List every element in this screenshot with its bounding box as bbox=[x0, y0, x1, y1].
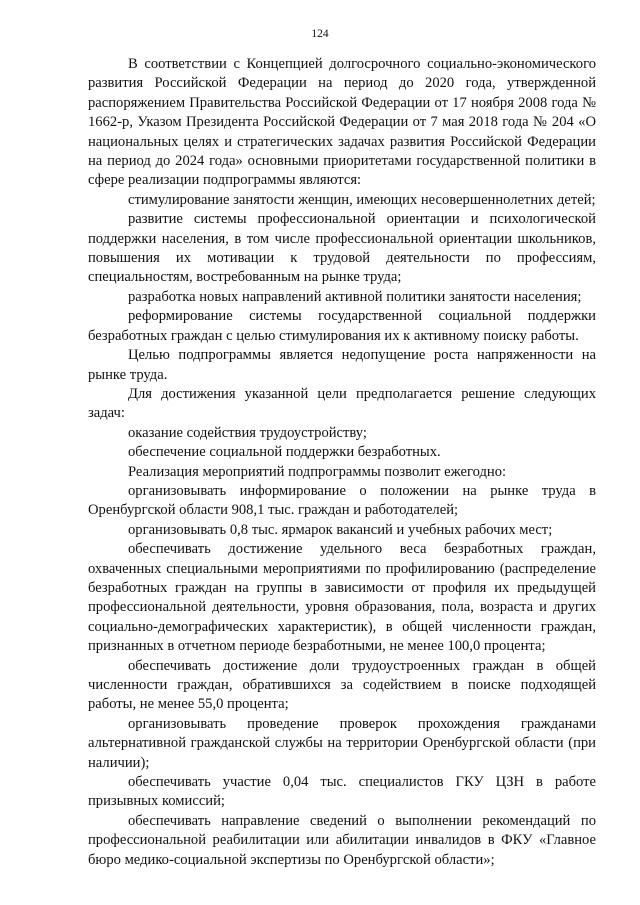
paragraph-result-2: организовывать 0,8 тыс. ярмарок вакансий и учебных рабочих мест; bbox=[128, 521, 553, 538]
paragraph-priority-3: разработка новых направлений активной политики занятости населения; bbox=[128, 288, 582, 305]
paragraph-result-4: обеспечивать достижение доли трудоустроенных граждан в общей численности граждан, обратившихся за содействием в поиске подходящей работы, не менее 55,0 процента; bbox=[88, 657, 596, 713]
paragraph-result-6: обеспечивать участие 0,04 тыс. специалистов ГКУ ЦЗН в работе призывных комиссий; bbox=[88, 774, 596, 810]
paragraph-result-1: организовывать информирование о положении на рынке труда в Оренбургской области 908,1 тыс. граждан и работодателей; bbox=[88, 482, 596, 519]
paragraph-result-3: обеспечивать достижение удельного веса безработных граждан, охваченных специальными мероприятиями по профилированию (распределение безработных граждан на группы в зависимости от профиля их предыдущей профессиональной деятельности, уровня образования, пола, возраста и других социально-демографических характеристик), в общей численности граждан, признанных в отчетном периоде безработными, не менее 100,0 процента; bbox=[88, 541, 596, 655]
document-body bbox=[88, 55, 596, 870]
paragraph-priority-2: развитие системы профессиональной ориентации и психологической поддержки населения, в том числе профессиональной ориентации школьников, повышения их мотивации к трудовой деятельности по профессиям, специальностям, востребованным на рынке труда; bbox=[88, 211, 596, 286]
page-number: 124 bbox=[311, 28, 329, 40]
paragraph-intro: В соответствии с Концепцией долгосрочного социально-экономического развития Российской Федерации на период до 2020 года, утвержденной распоряжением Правительства Российской Федерации от 17 ноября 2008 года № 1662-р, Указом Президента Российской Федерации от 7 мая 2018 года № 204 «О национальных целях и стратегических задачах развития Российской Федерации на период до 2024 года» основными приоритетами государственной политики в сфере реализации подпрограммы являются: bbox=[88, 56, 596, 189]
paragraph-priority-1: стимулирование занятости женщин, имеющих несовершеннолетних детей; bbox=[128, 191, 596, 208]
paragraph-results-intro: Реализация мероприятий подпрограммы позволит ежегодно: bbox=[128, 463, 507, 480]
paragraph-result-7: обеспечивать направление сведений о выполнении рекомендаций по профессиональной реабилитации или абилитации инвалидов в ФКУ «Главное бюро медико-социальной экспертизы по Оренбургской области»; bbox=[88, 812, 596, 868]
paragraph-tasks-intro: Для достижения указанной цели предполагается решение следующих задач: bbox=[88, 385, 596, 422]
paragraph-task-1: оказание содействия трудоустройству; bbox=[128, 424, 367, 441]
paragraph-result-5: организовывать проведение проверок прохождения гражданами альтернативной гражданской службы на территории Оренбургской области (при наличии); bbox=[88, 715, 596, 771]
paragraph-priority-4: реформирование системы государственной социальной поддержки безработных граждан с целью стимулирования их к активному поиску работы. bbox=[88, 308, 596, 344]
paragraph-goal: Целью подпрограммы является недопущение роста напряженности на рынке труда. bbox=[88, 347, 596, 383]
paragraph-task-2: обеспечение социальной поддержки безработных. bbox=[128, 444, 441, 461]
